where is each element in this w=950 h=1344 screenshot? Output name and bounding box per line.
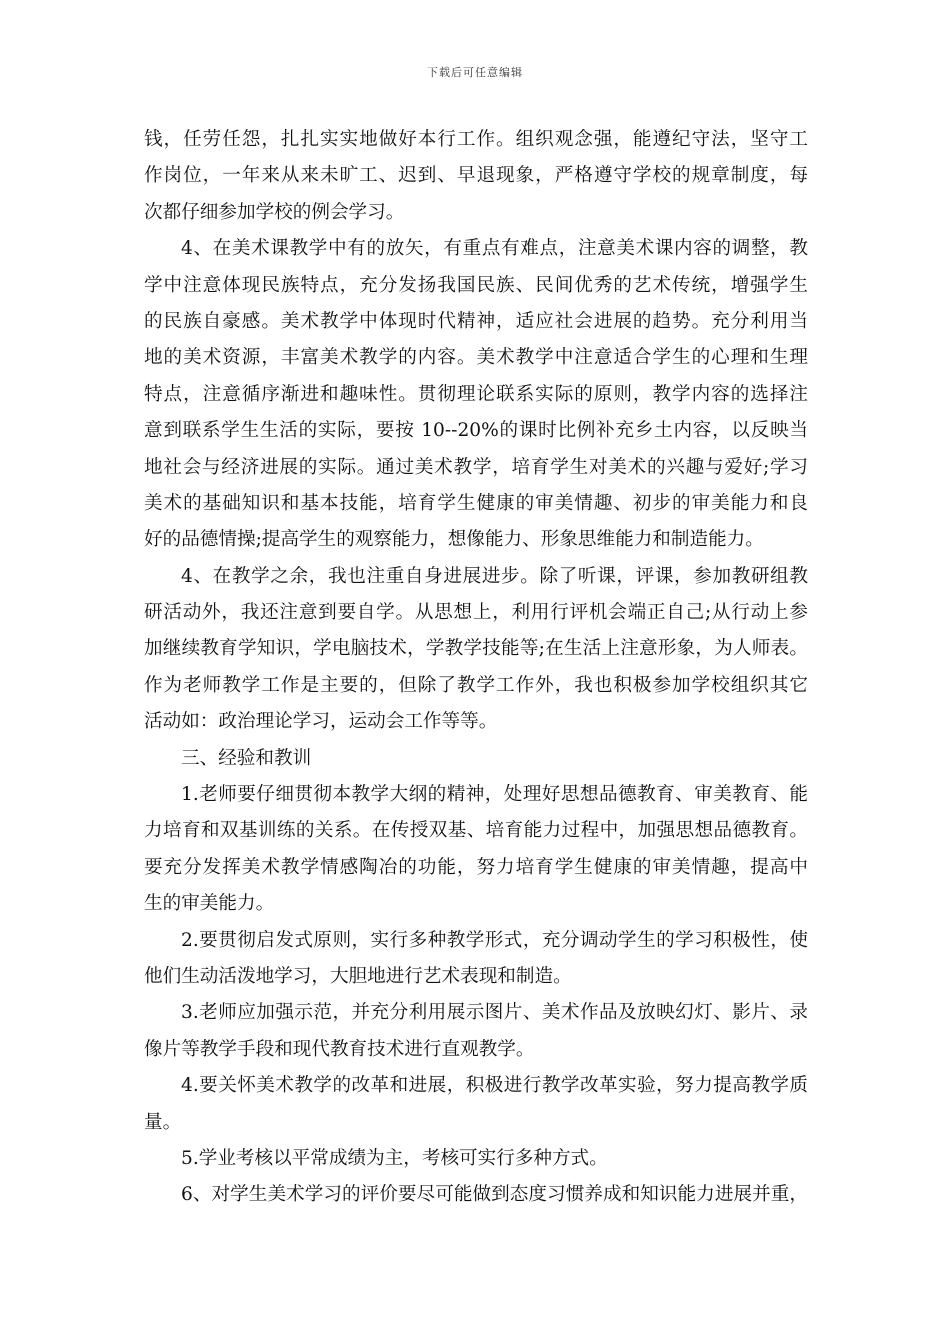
text-line: 活动如：政治理论学习，运动会工作等等。: [144, 711, 498, 733]
page-header: 下载后可任意编辑: [427, 66, 523, 79]
text-line: 像片等教学手段和现代教育技术进行直观教学。: [144, 1038, 535, 1060]
text-line: 意到联系学生生活的实际，要按 10--20%的课时比例补充乡土内容，以反映当: [144, 420, 808, 442]
text-line: 2.要贯彻启发式原则，实行多种教学形式，充分调动学生的学习积极性，使: [181, 929, 808, 951]
text-line: 加继续教育学知识，学电脑技术，学教学技能等;在生活上注意形象，为人师表。: [144, 638, 808, 660]
text-line: 量。: [144, 1111, 182, 1133]
text-line: 他们生动活泼地学习，大胆地进行艺术表现和制造。: [144, 965, 572, 987]
document-body: [144, 122, 808, 1214]
text-line: 4.要关怀美术教学的改革和进展，积极进行教学改革实验，努力提高教学质: [181, 1075, 808, 1097]
text-line: 5.学业考核以平常成绩为主，考核可实行多种方式。: [181, 1147, 608, 1169]
text-line: 特点，注意循序渐进和趣味性。贯彻理论联系实际的原则，教学内容的选择注: [144, 383, 808, 405]
text-line: 1.老师要仔细贯彻本教学大纲的精神，处理好思想品德教育、审美教育、能: [181, 784, 808, 806]
text-line: 研活动外，我还注意到要自学。从思想上，利用行评机会端正自己;从行动上参: [144, 602, 808, 624]
text-line: 要充分发挥美术教学情感陶冶的功能，努力培育学生健康的审美情趣，提高中: [144, 856, 808, 878]
text-line: 好的品德情操;提高学生的观察能力，想像能力、形象思维能力和制造能力。: [144, 529, 764, 551]
text-line: 学中注意体现民族特点，充分发扬我国民族、民间优秀的艺术传统，增强学生: [144, 274, 808, 296]
text-line: 地社会与经济进展的实际。通过美术教学，培育学生对美术的兴趣与爱好;学习: [144, 456, 808, 478]
text-line: 生的审美能力。: [144, 893, 275, 915]
text-line: 地的美术资源，丰富美术教学的内容。美术教学中注意适合学生的心理和生理: [144, 347, 808, 369]
text-line: 4、在教学之余，我也注重自身进展进步。除了听课，评课，参加教研组教: [181, 565, 808, 587]
text-line: 作为老师教学工作是主要的，但除了教学工作外，我也积极参加学校组织其它: [144, 674, 808, 696]
text-line: 6、对学生美术学习的评价要尽可能做到态度习惯养成和知识能力进展并重，: [181, 1184, 808, 1206]
text-line: 作岗位，一年来从来未旷工、迟到、早退现象，严格遵守学校的规章制度，每: [144, 165, 808, 187]
text-line: 力培育和双基训练的关系。在传授双基、培育能力过程中，加强思想品德教育。: [144, 820, 808, 842]
text-line: 美术的基础知识和基本技能，培育学生健康的审美情趣、初步的审美能力和良: [144, 492, 808, 514]
text-line: 的民族自豪感。美术教学中体现时代精神，适应社会进展的趋势。充分利用当: [144, 310, 808, 332]
text-line: 三、经验和教训: [181, 747, 312, 769]
text-line: 4、在美术课教学中有的放矢，有重点有难点，注意美术课内容的调整，教: [181, 238, 808, 260]
text-line: 钱，任劳任怨，扎扎实实地做好本行工作。组织观念强，能遵纪守法，坚守工: [144, 129, 808, 150]
text-line: 3.老师应加强示范，并充分利用展示图片、美术作品及放映幻灯、影片、录: [181, 1002, 808, 1024]
text-line: 次都仔细参加学校的例会学习。: [144, 201, 405, 223]
